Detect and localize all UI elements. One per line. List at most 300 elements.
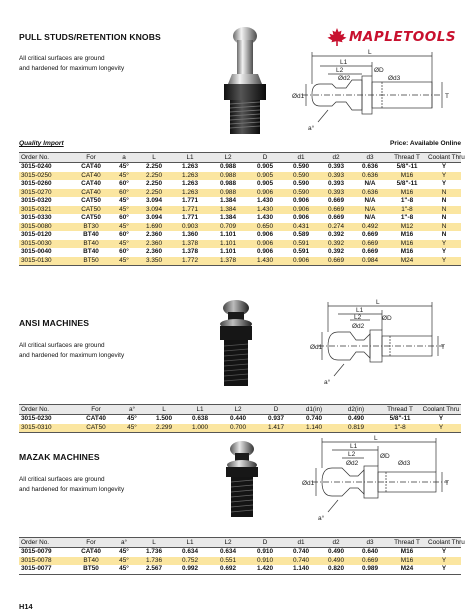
table-row <box>19 557 461 566</box>
table-cell: M16 <box>387 248 427 257</box>
dimension-label: Ød1 <box>310 344 323 351</box>
table-cell: 0.906 <box>283 257 319 266</box>
table-row <box>19 189 461 198</box>
column-header: d2 <box>319 153 353 163</box>
table-cell: 1.420 <box>247 565 283 574</box>
page-number: H14 <box>19 602 33 611</box>
table-cell: 1.101 <box>209 248 247 257</box>
table-cell: N <box>427 223 461 232</box>
table-cell: 60° <box>111 180 137 189</box>
table-cell: 0.590 <box>283 172 319 181</box>
table-cell: Y <box>427 557 461 566</box>
column-header: a <box>111 153 137 163</box>
table-cell: 0.989 <box>353 565 387 574</box>
ansi-spec-table <box>19 404 461 433</box>
table-cell: 3015-0120 <box>19 231 71 240</box>
dimension-label: L2 <box>336 67 344 74</box>
dimension-label: Ød3 <box>398 460 411 467</box>
table-row <box>19 415 461 424</box>
column-header: L1 <box>171 538 209 548</box>
table-row <box>19 206 461 215</box>
table-cell: 1.771 <box>171 206 209 215</box>
column-header: L2 <box>209 153 247 163</box>
column-header: Coolant Thru <box>428 154 465 161</box>
table-cell: 0.992 <box>171 565 209 574</box>
table-cell: 1.690 <box>137 223 171 232</box>
dimension-label: T <box>445 480 449 487</box>
table-cell: Y <box>427 163 461 172</box>
mazak-pull-stud-diagram <box>302 436 462 522</box>
table-caption-row <box>19 140 461 150</box>
section-description <box>19 341 189 361</box>
table-cell: 0.905 <box>247 180 283 189</box>
table-cell: 2.360 <box>137 240 171 249</box>
dimension-label: L1 <box>356 307 364 314</box>
column-header: d3 <box>353 538 387 548</box>
table-cell: N <box>427 189 461 198</box>
table-cell: 1.263 <box>171 180 209 189</box>
table-cell: 0.669 <box>319 206 353 215</box>
dimension-label: Ød3 <box>388 75 401 82</box>
table-cell: CAT40 <box>71 172 111 181</box>
table-cell: 60° <box>111 214 137 223</box>
table-cell: 0.590 <box>283 189 319 198</box>
maple-leaf-icon <box>327 28 347 46</box>
table-cell: CAT40 <box>71 189 111 198</box>
table-cell: M16 <box>387 189 427 198</box>
table-cell: 3015-0320 <box>19 197 71 206</box>
column-header: L2 <box>219 405 257 415</box>
table-cell: 1.000 <box>181 424 219 433</box>
dimension-label: L1 <box>350 443 358 450</box>
table-cell: N/A <box>353 214 387 223</box>
table-cell: N/A <box>353 180 387 189</box>
table-cell: 1.736 <box>137 557 171 566</box>
table-cell: 0.393 <box>319 172 353 181</box>
table-cell: Y <box>427 172 461 181</box>
table-cell: 3015-0270 <box>19 189 71 198</box>
table-cell: 0.650 <box>247 223 283 232</box>
table-cell: BT40 <box>71 557 111 566</box>
dimension-label: ØD <box>380 453 390 460</box>
pull-stud-spec-table <box>19 152 465 266</box>
table-cell: 0.590 <box>283 180 319 189</box>
table-cell: BT40 <box>71 248 111 257</box>
table-cell: N <box>427 231 461 240</box>
column-header: a° <box>111 538 137 548</box>
table-cell: 0.589 <box>283 231 319 240</box>
table-cell: 0.591 <box>283 240 319 249</box>
table-cell: Y <box>427 248 461 257</box>
column-header: D <box>247 538 283 548</box>
table-cell: 0.393 <box>319 163 353 172</box>
table-cell: 45° <box>111 172 137 181</box>
quality-label: Quality Import <box>19 140 64 147</box>
table-cell: 0.638 <box>181 415 219 424</box>
table-cell: 2.250 <box>137 180 171 189</box>
table-cell: 2.567 <box>137 565 171 574</box>
table-cell: 0.490 <box>333 415 379 424</box>
dimension-label: a° <box>308 125 315 132</box>
column-header: d1 <box>283 538 319 548</box>
brand-name: MAPLETOOLS <box>349 29 457 45</box>
table-cell: 0.740 <box>295 415 333 424</box>
dimension-label: ØD <box>374 67 384 74</box>
table-cell: 1.378 <box>171 248 209 257</box>
table-cell: 0.906 <box>283 214 319 223</box>
table-cell: Y <box>421 424 461 433</box>
table-cell: 2.250 <box>137 172 171 181</box>
table-cell: 0.905 <box>247 172 283 181</box>
table-cell: 45° <box>117 415 147 424</box>
table-header-row <box>19 538 461 548</box>
table-cell: 0.819 <box>333 424 379 433</box>
table-row <box>19 231 461 240</box>
table-cell: 0.392 <box>319 240 353 249</box>
table-cell: 5/8"-11 <box>387 163 427 172</box>
table-cell: 0.274 <box>319 223 353 232</box>
section-title-mazak: MAZAK MACHINES <box>19 452 100 462</box>
table-cell: 2.360 <box>137 248 171 257</box>
table-cell: 2.250 <box>137 163 171 172</box>
table-row <box>19 248 461 257</box>
table-cell: 1.736 <box>137 548 171 557</box>
table-cell: N <box>427 214 461 223</box>
table-cell: 0.393 <box>319 180 353 189</box>
description-line: and hardened for maximum longevity <box>19 352 125 359</box>
table-cell: M24 <box>387 565 427 574</box>
dimension-label: Ød1 <box>302 480 315 487</box>
column-header: d2(in) <box>333 405 379 415</box>
table-cell: 45° <box>111 240 137 249</box>
table-row <box>19 180 461 189</box>
table-cell: 0.669 <box>353 240 387 249</box>
description-line: All critical surfaces are ground <box>19 342 105 349</box>
table-cell: 0.490 <box>319 557 353 566</box>
table-cell: 0.393 <box>319 189 353 198</box>
table-cell: 0.640 <box>353 548 387 557</box>
column-header: L <box>147 405 181 415</box>
table-cell: BT50 <box>71 257 111 266</box>
dimension-label: L <box>376 299 380 306</box>
table-header-row <box>19 153 461 163</box>
table-cell: 1.430 <box>247 214 283 223</box>
table-row <box>19 548 461 557</box>
table-cell: 45° <box>111 197 137 206</box>
table-cell: 3015-0078 <box>19 557 71 566</box>
table-cell: 1.263 <box>171 172 209 181</box>
table-cell: CAT50 <box>71 197 111 206</box>
column-header: d3 <box>353 153 387 163</box>
table-cell: 3.094 <box>137 206 171 215</box>
table-cell: M16 <box>387 557 427 566</box>
dimension-label: Ød2 <box>352 323 365 330</box>
mazak-pull-stud-photo <box>214 440 270 520</box>
table-cell: 0.669 <box>319 214 353 223</box>
table-cell: N/A <box>353 206 387 215</box>
ansi-pull-stud-photo <box>206 298 266 390</box>
table-cell: Y <box>427 565 461 574</box>
table-cell: 0.906 <box>283 197 319 206</box>
table-cell: 0.903 <box>171 223 209 232</box>
table-cell: Y <box>427 548 461 557</box>
table-cell: 3015-0130 <box>19 257 71 266</box>
table-cell: 60° <box>111 248 137 257</box>
description-line: and hardened for maximum longevity <box>19 486 125 493</box>
table-cell: M12 <box>387 223 427 232</box>
table-cell: 0.431 <box>283 223 319 232</box>
table-cell: 45° <box>111 223 137 232</box>
column-header: L2 <box>209 538 247 548</box>
table-row <box>19 197 461 206</box>
table-cell: 0.988 <box>209 163 247 172</box>
column-header: a° <box>117 405 147 415</box>
description-line: All critical surfaces are ground <box>19 55 105 62</box>
column-header: For <box>75 405 117 415</box>
dimension-label: L <box>368 49 372 56</box>
table-cell: 1.101 <box>209 240 247 249</box>
table-cell: 5/8"-11 <box>379 415 421 424</box>
section-title-pull-studs: PULL STUDS/RETENTION KNOBS <box>19 32 161 42</box>
table-cell: M24 <box>387 257 427 266</box>
table-cell: M16 <box>387 240 427 249</box>
column-header: L1 <box>171 153 209 163</box>
table-cell: 1.772 <box>171 257 209 266</box>
mazak-spec-table <box>19 537 465 575</box>
table-cell: 45° <box>111 257 137 266</box>
dimension-label: Ød1 <box>292 93 305 100</box>
column-header: Order No. <box>19 153 71 163</box>
column-header: Thread T <box>387 153 427 163</box>
table-cell: 3015-0321 <box>19 206 71 215</box>
table-cell: CAT40 <box>71 548 111 557</box>
table-cell: 0.937 <box>257 415 295 424</box>
pull-stud-diagram <box>292 48 462 138</box>
table-cell: 45° <box>111 163 137 172</box>
table-cell: 0.988 <box>209 180 247 189</box>
table-cell: 3.094 <box>137 197 171 206</box>
table-cell: 1"-8 <box>387 214 427 223</box>
description-line: and hardened for maximum longevity <box>19 65 125 72</box>
table-cell: 1.263 <box>171 163 209 172</box>
table-cell: 0.590 <box>283 163 319 172</box>
column-header: Order No. <box>19 405 75 415</box>
column-header: D <box>247 153 283 163</box>
table-row <box>19 240 461 249</box>
table-cell: 2.360 <box>137 231 171 240</box>
section-description <box>19 475 189 495</box>
table-cell: 0.820 <box>319 565 353 574</box>
table-row <box>19 214 461 223</box>
table-cell: 1.384 <box>209 197 247 206</box>
table-cell: 0.709 <box>209 223 247 232</box>
table-cell: 0.988 <box>209 189 247 198</box>
table-cell: 0.988 <box>209 172 247 181</box>
table-cell: 1.101 <box>209 231 247 240</box>
table-cell: 1.430 <box>247 197 283 206</box>
table-cell: 45° <box>117 424 147 433</box>
table-cell: 60° <box>111 231 137 240</box>
table-cell: M16 <box>387 231 427 240</box>
table-row <box>19 172 461 181</box>
table-cell: 0.906 <box>247 240 283 249</box>
table-cell: 0.740 <box>283 557 319 566</box>
table-cell: 1.360 <box>171 231 209 240</box>
table-cell: 1"-8 <box>387 206 427 215</box>
table-cell: 0.905 <box>247 163 283 172</box>
table-cell: 1.417 <box>257 424 295 433</box>
dimension-label: L1 <box>340 59 348 66</box>
table-cell: 1.384 <box>209 214 247 223</box>
dimension-label: L2 <box>354 314 362 321</box>
table-cell: 0.906 <box>247 231 283 240</box>
table-cell: 3015-0250 <box>19 172 71 181</box>
column-header: Thread T <box>379 405 421 415</box>
table-cell: N/A <box>353 197 387 206</box>
table-cell: 2.250 <box>137 189 171 198</box>
table-cell: 1.500 <box>147 415 181 424</box>
table-cell: Y <box>427 240 461 249</box>
table-row <box>19 223 461 232</box>
table-cell: 3015-0230 <box>19 415 75 424</box>
column-header: L <box>137 538 171 548</box>
dimension-label: L <box>374 435 378 442</box>
table-cell: 0.906 <box>247 248 283 257</box>
column-header: For <box>71 538 111 548</box>
table-cell: 3.094 <box>137 214 171 223</box>
table-cell: 0.392 <box>319 231 353 240</box>
table-cell: 3.350 <box>137 257 171 266</box>
column-header: d1(in) <box>295 405 333 415</box>
ansi-pull-stud-diagram <box>310 300 462 390</box>
pull-stud-photo <box>210 26 280 138</box>
table-cell: 0.634 <box>171 548 209 557</box>
table-cell: 0.669 <box>319 257 353 266</box>
table-row <box>19 424 461 433</box>
table-row <box>19 565 461 574</box>
table-header-row <box>19 405 461 415</box>
table-cell: 1.430 <box>247 206 283 215</box>
table-cell: Y <box>427 180 461 189</box>
table-cell: 0.669 <box>353 248 387 257</box>
table-cell: 0.669 <box>353 231 387 240</box>
table-cell: CAT50 <box>71 206 111 215</box>
column-header: Thread T <box>387 538 427 548</box>
table-row <box>19 163 461 172</box>
table-cell: 3015-0310 <box>19 424 75 433</box>
table-cell: 0.634 <box>209 548 247 557</box>
table-cell: Y <box>421 415 461 424</box>
table-cell: 3015-0260 <box>19 180 71 189</box>
table-cell: 0.490 <box>319 548 353 557</box>
table-cell: 1"-8 <box>379 424 421 433</box>
table-cell: 0.669 <box>353 557 387 566</box>
dimension-label: ØD <box>382 315 392 322</box>
column-header: For <box>71 153 111 163</box>
dimension-label: a° <box>324 379 331 386</box>
table-cell: CAT50 <box>71 214 111 223</box>
price-label: Price: Available Online <box>390 140 461 147</box>
table-cell: Y <box>427 257 461 266</box>
table-cell: 2.299 <box>147 424 181 433</box>
table-cell: 3015-0080 <box>19 223 71 232</box>
table-cell: CAT40 <box>71 180 111 189</box>
table-cell: CAT40 <box>71 163 111 172</box>
table-cell: 0.740 <box>283 548 319 557</box>
table-cell: 45° <box>111 206 137 215</box>
table-cell: 0.591 <box>283 248 319 257</box>
table-cell: M16 <box>387 548 427 557</box>
table-cell: 0.551 <box>209 557 247 566</box>
column-header: d1 <box>283 153 319 163</box>
table-cell: 0.910 <box>247 557 283 566</box>
table-row <box>19 257 461 266</box>
table-cell: 45° <box>111 565 137 574</box>
table-cell: 0.440 <box>219 415 257 424</box>
description-line: All critical surfaces are ground <box>19 476 105 483</box>
table-cell: 0.752 <box>171 557 209 566</box>
column-header: D <box>257 405 295 415</box>
column-header: L <box>137 153 171 163</box>
table-cell: 1.378 <box>171 240 209 249</box>
table-cell: 3015-0077 <box>19 565 71 574</box>
table-cell: 3015-0240 <box>19 163 71 172</box>
table-cell: 3015-0079 <box>19 548 71 557</box>
table-cell: 3015-0040 <box>19 248 71 257</box>
dimension-label: T <box>441 344 445 351</box>
table-cell: 45° <box>111 557 137 566</box>
table-cell: 1.771 <box>171 214 209 223</box>
table-cell: 1.140 <box>283 565 319 574</box>
dimension-label: Ød2 <box>346 460 359 467</box>
table-cell: 0.692 <box>209 565 247 574</box>
table-cell: 0.984 <box>353 257 387 266</box>
section-title-ansi: ANSI MACHINES <box>19 318 90 328</box>
table-cell: 60° <box>111 189 137 198</box>
table-cell: N <box>427 206 461 215</box>
table-cell: BT30 <box>71 223 111 232</box>
table-cell: 3015-0330 <box>19 214 71 223</box>
column-header: Coolant Thru <box>422 406 460 413</box>
table-cell: BT50 <box>71 565 111 574</box>
table-cell: BT40 <box>71 231 111 240</box>
table-cell: 0.669 <box>319 197 353 206</box>
column-header: L1 <box>181 405 219 415</box>
table-cell: 1.384 <box>209 206 247 215</box>
table-cell: 0.492 <box>353 223 387 232</box>
table-cell: 3015-0030 <box>19 240 71 249</box>
table-cell: 0.392 <box>319 248 353 257</box>
table-cell: 0.636 <box>353 163 387 172</box>
dimension-label: T <box>445 93 449 100</box>
table-cell: 0.700 <box>219 424 257 433</box>
table-cell: M16 <box>387 172 427 181</box>
column-header: Coolant Thru <box>428 539 465 546</box>
dimension-label: Ød2 <box>338 75 351 82</box>
table-cell: 0.636 <box>353 189 387 198</box>
dimension-label: a° <box>318 515 325 522</box>
table-cell: 0.636 <box>353 172 387 181</box>
section-description <box>19 54 189 74</box>
brand-logo <box>325 28 467 46</box>
table-cell: 1.430 <box>247 257 283 266</box>
column-header: d2 <box>319 538 353 548</box>
table-cell: 5/8"-11 <box>387 180 427 189</box>
table-cell: 1"-8 <box>387 197 427 206</box>
table-cell: 0.910 <box>247 548 283 557</box>
table-cell: 1.771 <box>171 197 209 206</box>
table-cell: CAT50 <box>75 424 117 433</box>
